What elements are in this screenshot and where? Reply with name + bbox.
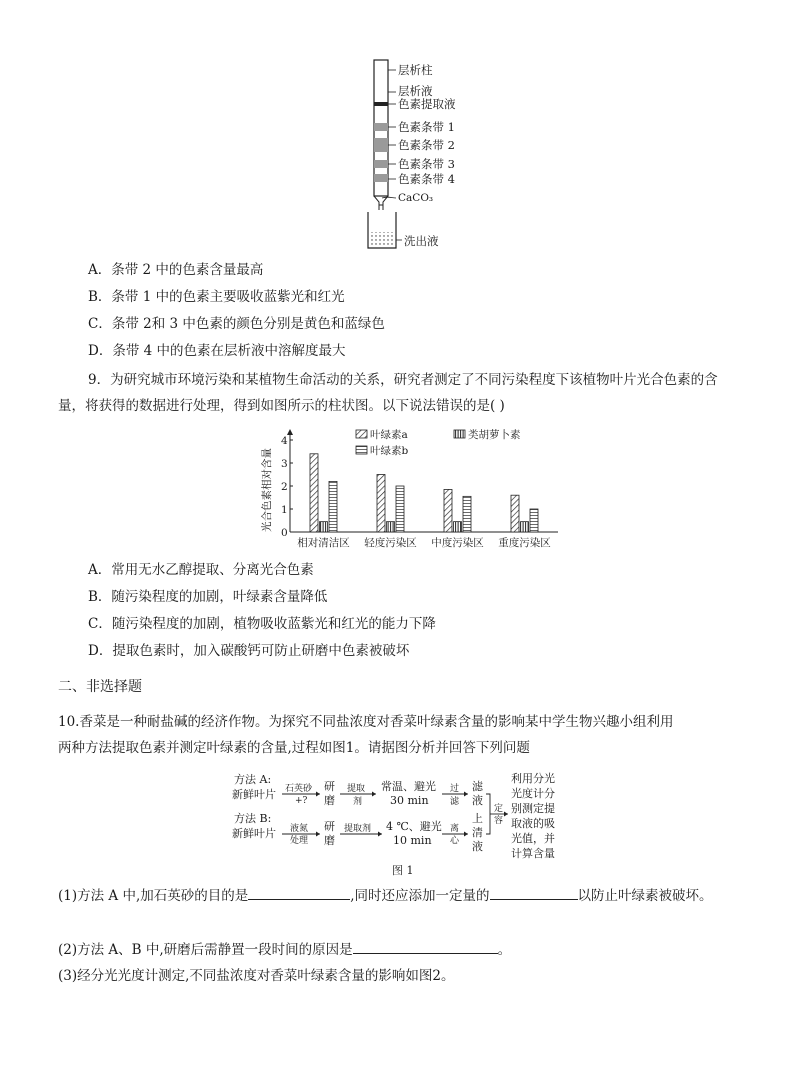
chart-legend-label: 叶绿素a: [370, 429, 408, 441]
flow-final-3: 别测定提: [511, 802, 555, 815]
method-flowchart: [228, 770, 573, 878]
label-band-4: 色素条带 4: [398, 172, 455, 186]
flow-final-1: 利用分光: [511, 772, 555, 785]
flow-a-arrow3-bottom: 滤: [450, 797, 460, 807]
chart-bar: [463, 496, 471, 532]
q10-sub2-part-b: 。: [497, 942, 512, 958]
chart-x-tick-label: 重度污染区: [498, 537, 551, 549]
chart-legend-label: 类胡萝卜素: [468, 429, 521, 441]
chart-y-tick-label: 1: [281, 504, 288, 516]
chart-bar: [329, 481, 337, 532]
q8-option-b: B．条带 1 中的色素主要吸收蓝紫光和红光: [88, 289, 345, 305]
flow-a-result-1: 滤: [472, 780, 483, 793]
chart-x-tick-label: 中度污染区: [431, 537, 484, 549]
label-eluate: 洗出液: [404, 234, 439, 248]
q10-sub1-blank-1[interactable]: [248, 884, 350, 900]
section-heading: 二、非选择题: [58, 679, 142, 695]
label-band-3: 色素条带 3: [398, 157, 455, 171]
q9-option-c: C．随污染程度的加剧，植物吸收蓝紫光和红光的能力下降: [88, 616, 436, 632]
label-caco3: CaCO₃: [398, 192, 434, 204]
q10-sub1: [58, 884, 713, 906]
flow-a-cond1: 常温、避光: [381, 780, 436, 793]
q10-stem-line1: 10.香菜是一种耐盐碱的经济作物。为探究不同盐浓度对香菜叶绿素含量的影响某中学生物兴趣小组利用: [58, 714, 674, 730]
flow-a-title: 方法 A:: [234, 773, 272, 786]
label-extract: 色素提取液: [398, 97, 456, 111]
label-layer-liquid: 层析液: [398, 84, 433, 98]
q10-sub1-part-a: (1)方法 A 中,加石英砂的目的是: [58, 888, 249, 904]
q10-sub1-part-c: 以防止叶绿素被破坏。: [577, 888, 713, 904]
label-column: 层析柱: [398, 63, 433, 77]
label-band-2: 色素条带 2: [398, 138, 455, 152]
chart-legend: [356, 428, 521, 457]
chart-x-tick-label: 轻度污染区: [364, 537, 417, 549]
flow-a-grind-2: 磨: [324, 794, 335, 807]
flow-final-4: 取液的吸: [511, 817, 555, 830]
chart-y-tick-label: 0: [281, 527, 288, 539]
chart-bar: [444, 489, 452, 532]
flow-b-grind-1: 研: [324, 820, 335, 833]
chart-bar: [320, 522, 328, 532]
chart-bar: [511, 495, 519, 532]
chart-y-tick-label: 3: [281, 458, 288, 470]
flow-b-result-2: 清: [472, 826, 483, 839]
q9-option-b: B．随污染程度的加剧，叶绿素含量降低: [88, 589, 328, 605]
pigment-bar-chart: [250, 422, 570, 557]
chart-bar: [530, 509, 538, 532]
flow-dingrong-2: 容: [494, 816, 504, 826]
flow-final-2: 光度计分: [511, 787, 555, 800]
flow-a-leaf: 新鲜叶片: [232, 788, 276, 801]
flow-a-arrow1-bottom: +?: [295, 796, 308, 806]
flow-b-result-1: 上: [472, 812, 483, 825]
flow-a-arrow1-top: 石英砂: [285, 784, 313, 794]
q10-sub3: (3)经分光光度计测定,不同盐浓度对香菜叶绿素含量的影响如图2。: [58, 968, 455, 984]
chart-ylabel: 光合色素相对含量: [261, 448, 273, 532]
flow-b-leaf: 新鲜叶片: [232, 827, 276, 840]
chart-bar: [310, 454, 318, 532]
q10-sub2: [58, 938, 511, 960]
flow-a-arrow2-bottom: 剂: [353, 797, 363, 807]
flow-b-cond2: 10 min: [393, 834, 432, 847]
q8-option-a: A．条带 2 中的色素含量最高: [88, 262, 264, 278]
flow-a-result-2: 液: [472, 794, 483, 807]
flow-a-cond2: 30 min: [390, 794, 429, 807]
chart-bar: [521, 522, 529, 532]
q10-sub1-part-b: ,同时还应添加一定量的: [350, 888, 490, 904]
chart-bar: [454, 522, 462, 532]
chart-bars: [310, 454, 538, 532]
chart-y-tick-label: 2: [281, 481, 288, 493]
chart-x-tick-label: 相对清洁区: [297, 537, 350, 549]
q9-stem-line2: 量，将获得的数据进行处理，得到如图所示的柱状图。以下说法错误的是( ): [58, 398, 505, 414]
flow-b-cond1: 4 ℃、避光: [386, 820, 442, 833]
chart-y-axis-arrow: [287, 429, 293, 435]
chart-legend-swatch: [454, 430, 465, 438]
flow-b-arrow1-bottom: 处理: [290, 836, 309, 846]
flow-a-arrow3-top: 过: [450, 784, 460, 794]
flow-final-6: 计算含量: [511, 847, 555, 860]
chart-y-tick-label: 4: [281, 435, 288, 447]
chart-bar: [396, 486, 404, 532]
flow-b-arrow3-top: 离: [450, 824, 460, 834]
flow-a-arrow2-top: 提取: [347, 784, 366, 794]
q9-option-d: D．提取色素时，加入碳酸钙可防止研磨中色素被破坏: [88, 643, 410, 659]
flow-b-title: 方法 B:: [234, 812, 272, 825]
flow-b-arrow3-bottom: 心: [450, 836, 460, 846]
q10-stem-line2: 两种方法提取色素并测定叶绿素的含量,过程如图1。请据图分析并回答下列问题: [58, 740, 530, 756]
q8-option-c: C．条带 2和 3 中色素的颜色分别是黄色和蓝绿色: [88, 316, 385, 332]
chromatography-column-figure: [330, 50, 510, 260]
flow-b-arrow1-top: 液氮: [290, 824, 309, 834]
chart-legend-label: 叶绿素b: [370, 445, 409, 457]
q10-sub1-blank-2[interactable]: [490, 884, 578, 900]
flow-dingrong-1: 定: [494, 804, 504, 814]
flow-b-result-3: 液: [472, 840, 483, 853]
q9-stem-line1: 9．为研究城市环境污染和某植物生命活动的关系，研究者测定了不同污染程度下该植物叶片光合色素的含: [88, 372, 718, 388]
chart-legend-swatch: [356, 430, 367, 438]
chart-legend-swatch: [356, 446, 367, 454]
flow-a-grind-1: 研: [324, 780, 335, 793]
chart-bar: [387, 522, 395, 532]
flow-b-arrow2-top: 提取剂: [344, 824, 372, 834]
chart-bar: [377, 475, 385, 533]
flow-caption: 图 1: [392, 864, 414, 877]
q9-option-a: A．常用无水乙醇提取、分离光合色素: [88, 562, 314, 578]
q8-option-d: D．条带 4 中的色素在层析液中溶解度最大: [88, 343, 346, 359]
flow-b-grind-2: 磨: [324, 834, 335, 847]
q10-sub2-part-a: (2)方法 A、B 中,研磨后需静置一段时间的原因是: [58, 942, 353, 958]
flow-final-5: 光值，并: [511, 832, 555, 845]
q10-sub2-blank[interactable]: [353, 938, 498, 954]
label-band-1: 色素条带 1: [398, 120, 455, 134]
